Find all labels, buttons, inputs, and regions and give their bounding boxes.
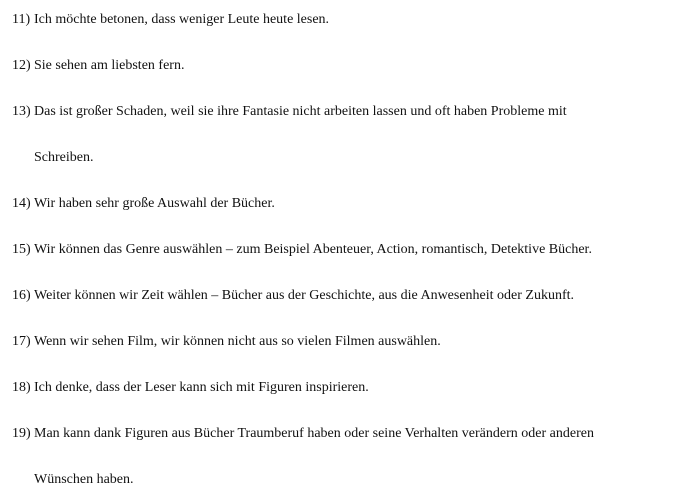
item-text: Ich möchte betonen, dass weniger Leute heute lesen. xyxy=(34,12,330,27)
list-item xyxy=(12,196,275,212)
item-text: Man kann dank Figuren aus Bücher Traumberuf haben oder seine Verhalten verändern oder anderen xyxy=(34,426,594,441)
item-text: Wenn wir sehen Film, wir können nicht aus so vielen Filmen auswählen. xyxy=(34,334,441,349)
item-text: Wir können das Genre auswählen – zum Beispiel Abenteuer, Action, romantisch, Detektive Bücher. xyxy=(34,242,592,257)
item-number: 14) xyxy=(12,196,31,211)
item-text: Wir haben sehr große Auswahl der Bücher. xyxy=(34,196,275,211)
list-item xyxy=(12,288,574,304)
list-item xyxy=(12,12,329,28)
list-item xyxy=(12,334,441,350)
item-number: 15) xyxy=(12,242,31,257)
item-number: 11) xyxy=(12,12,31,27)
list-item xyxy=(12,58,184,74)
item-text: Weiter können wir Zeit wählen – Bücher aus der Geschichte, aus die Anwesenheit oder Zukunft. xyxy=(34,288,575,303)
item-number: 12) xyxy=(12,58,31,73)
item-text: Ich denke, dass der Leser kann sich mit Figuren inspirieren. xyxy=(34,380,369,395)
list-item xyxy=(12,380,369,396)
list-item-continuation: Schreiben. xyxy=(34,150,94,165)
item-number: 18) xyxy=(12,380,31,395)
item-number: 16) xyxy=(12,288,31,303)
item-text: Sie sehen am liebsten fern. xyxy=(34,58,185,73)
item-number: 19) xyxy=(12,426,31,441)
item-number: 13) xyxy=(12,104,31,119)
list-item xyxy=(12,242,592,258)
item-number: 17) xyxy=(12,334,31,349)
list-item xyxy=(12,104,567,120)
item-text: Das ist großer Schaden, weil sie ihre Fantasie nicht arbeiten lassen und oft haben Probleme mit xyxy=(34,104,567,119)
list-item xyxy=(12,426,594,442)
list-item-continuation: Wünschen haben. xyxy=(34,472,134,487)
